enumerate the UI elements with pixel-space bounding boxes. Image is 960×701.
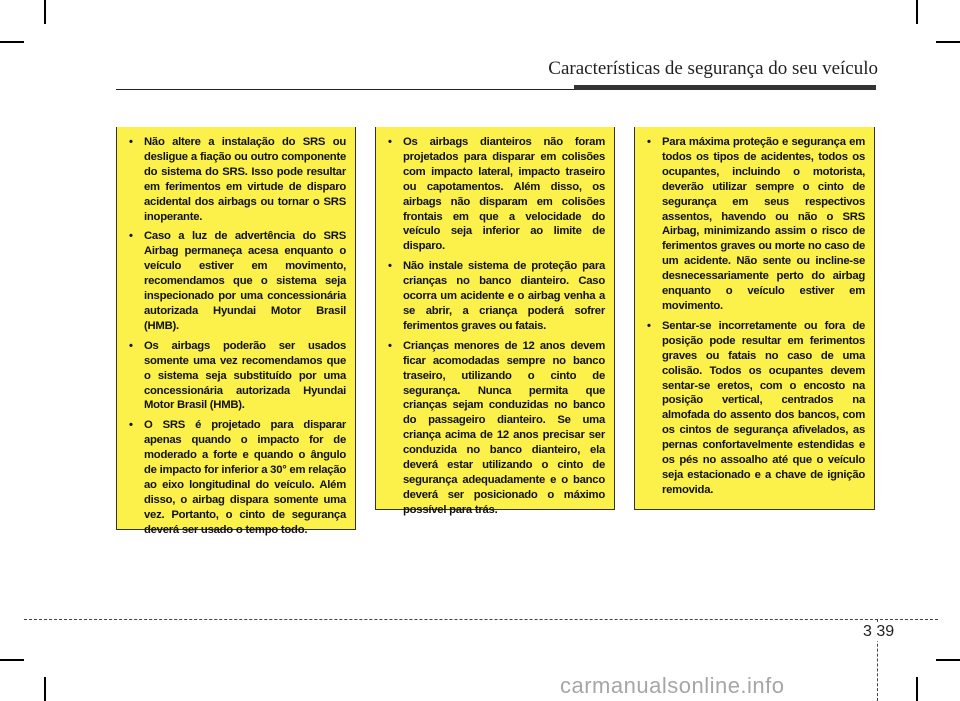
watermark: carmanualsonline.info (560, 673, 785, 698)
crop-mark (936, 41, 960, 43)
warning-item: • Não instale sistema de proteção para crianças no banco dianteiro. Caso ocorra um acidente e o airbag venha a se abrir, a criança poderá sofrer ferimentos graves ou fatais. (386, 259, 605, 334)
warning-item: • Para máxima proteção e segurança em todos os tipos de acidentes, todos os ocupantes, incluindo o motorista, deverão utilizar sempre o cinto de segurança em seus respectivos assentos, havendo ou não o SRS Airbag, minimizando assim o risco de ferimentos graves ou morte no caso de um acidente. Não sente ou incline-se desnecessariamente perto do airbag enquanto o veículo estiver em movimento. (645, 135, 865, 314)
warning-item: • Crianças menores de 12 anos devem ficar acomodadas sempre no banco traseiro, utilizando o cinto de segurança. Nunca permita que crianças sejam conduzidas no banco do passageiro dianteiro. Se uma criança acima de 12 anos precisar ser conduzida no banco dianteiro, ela deverá estar utilizando o cinto de segurança adequadamente e o banco deverá ser posicionado o máximo possível para trás. (386, 339, 605, 518)
warning-box-2 (375, 127, 615, 516)
crop-mark (0, 41, 24, 43)
crop-mark (44, 677, 46, 701)
crop-mark (936, 659, 960, 661)
warning-item: • Não altere a instalação do SRS ou desligue a fiação ou outro componente do sistema do SRS. Isso pode resultar em ferimentos em virtude de disparo acidental dos airbags ou tornar o SRS inoperante. (127, 135, 346, 224)
footer-rule (24, 619, 938, 620)
page-number: 3 39 (863, 623, 895, 640)
crop-mark (0, 659, 24, 661)
warning-item: • Sentar-se incorretamente ou fora de posição pode resultar em ferimentos graves ou fatais no caso de uma colisão. Todos os ocupantes devem sentar-se eretos, com o encosto na posição vertical, centrados na almofada do assento dos bancos, com os cintos de segurança afivelados, as pernas confortavelmente estendidas e os pés no assoalho até que o veículo seja estacionado e a chave de ignição removida. (645, 319, 865, 498)
crop-mark (44, 0, 46, 24)
warning-list (127, 135, 346, 538)
warning-box-1 (116, 127, 356, 536)
crop-mark (916, 0, 918, 24)
warning-list (386, 135, 605, 518)
crop-mark (916, 677, 918, 701)
section-title: Características de segurança do seu veículo (548, 58, 878, 79)
warning-item: • Os airbags poderão ser usados somente uma vez recomendamos que o sistema seja substituído por uma concessionária autorizada Hyundai Motor Brasil (HMB). (127, 339, 346, 414)
warning-item: • O SRS é projetado para disparar apenas quando o impacto for de moderado a forte e quando o ângulo de impacto for inferior a 30° em relação ao eixo longitudinal do veículo. Além disso, o airbag dispara somente uma vez. Portanto, o cinto de segurança deverá ser usado o tempo todo. (127, 418, 346, 537)
warning-list (645, 135, 865, 498)
header-rule-accent (574, 85, 876, 90)
warning-box-3 (634, 127, 875, 510)
warning-item: • Caso a luz de advertência do SRS Airbag permaneça acesa enquanto o veículo estiver em movimento, recomendamos que o sistema seja inspecionado por uma concessionária autorizada Hyundai Motor Brasil (HMB). (127, 229, 346, 333)
warning-item: • Os airbags dianteiros não foram projetados para disparar em colisões com impacto lateral, impacto traseiro ou capotamentos. Além disso, os airbags não disparam em colisões frontais em que a velocidade do veículo seja inferior ao limite de disparo. (386, 135, 605, 254)
